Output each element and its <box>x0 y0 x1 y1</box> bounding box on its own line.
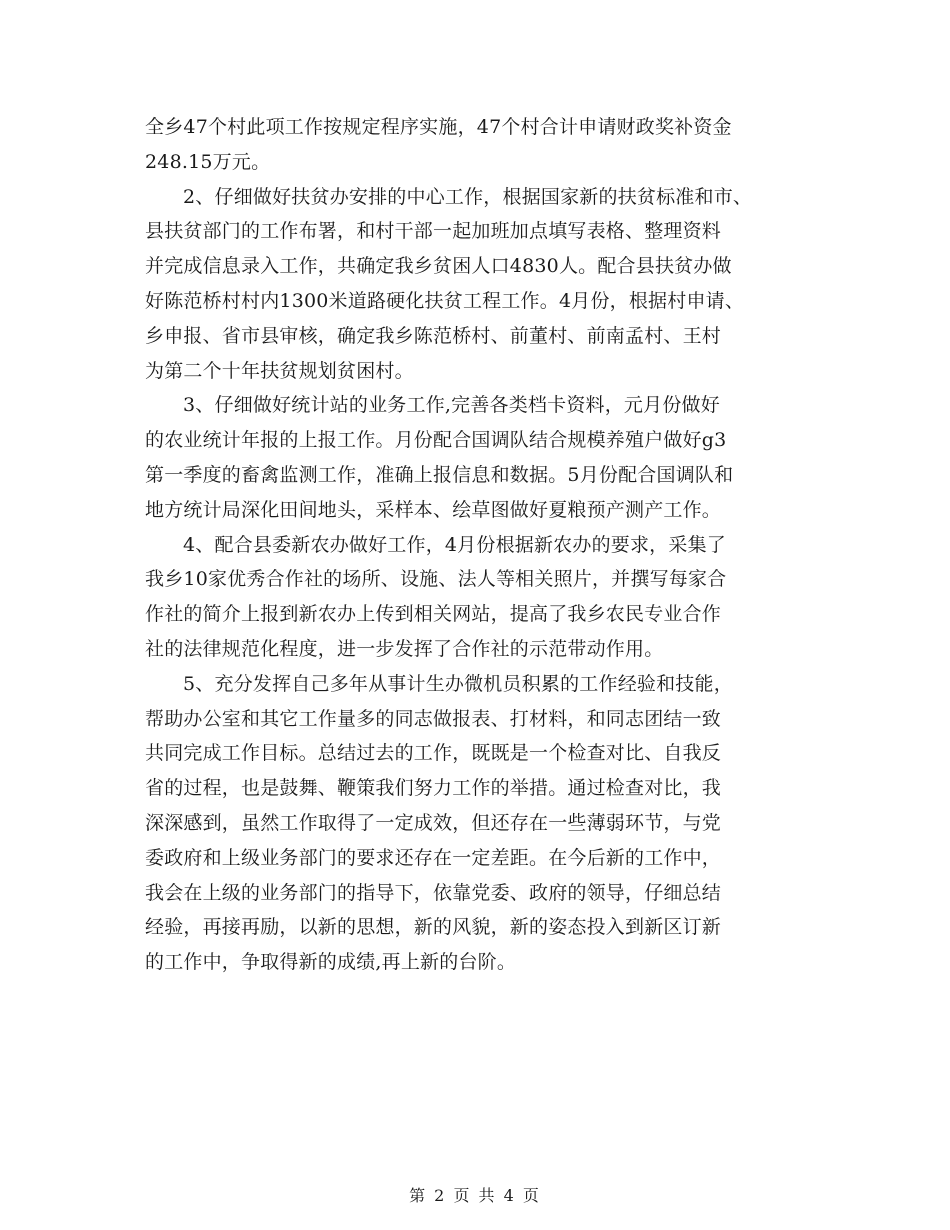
paragraph-2-first-line: 2、仔细做好扶贫办安排的中心工作，根据国家新的扶贫标准和市、 <box>183 185 753 208</box>
text-line: 帮助办公室和其它工作量多的同志做报表、打材料，和同志团结一致 <box>145 707 722 730</box>
page-number-footer: 第 2 页 共 4 页 <box>409 1186 541 1205</box>
text-line: 经验，再接再励，以新的思想，新的风貌，新的姿态投入到新区订新 <box>145 916 722 939</box>
text-line: 省的过程，也是鼓舞、鞭策我们努力工作的举措。通过检查对比，我 <box>145 777 722 800</box>
text-line: 好陈范桥村村内1300米道路硬化扶贫工程工作。4月份，根据村申请、 <box>145 289 745 312</box>
text-line: 作社的简介上报到新农办上传到相关网站，提高了我乡农民专业合作 <box>145 603 722 626</box>
text-line: 为第二个十年扶贫规划贫困村。 <box>145 359 414 382</box>
text-line: 我会在上级的业务部门的指导下，依靠党委、政府的领导，仔细总结 <box>145 881 722 904</box>
text-line: 深深感到，虽然工作取得了一定成效，但还存在一些薄弱环节，与党 <box>145 811 722 834</box>
text-line: 委政府和上级业务部门的要求还存在一定差距。在今后新的工作中， <box>145 846 722 869</box>
text-line: 并完成信息录入工作，共确定我乡贫困人口4830人。配合县扶贫办做 <box>145 255 732 278</box>
text-line: 第一季度的畜禽监测工作，准确上报信息和数据。5月份配合国调队和 <box>145 463 734 486</box>
text-line: 共同完成工作目标。总结过去的工作，既既是一个检查对比、自我反 <box>145 742 722 765</box>
text-line: 248.15万元。 <box>145 150 271 173</box>
text-line: 的农业统计年报的上报工作。月份配合国调队结合规模养殖户做好g3 <box>145 429 727 452</box>
text-line: 我乡10家优秀合作社的场所、设施、法人等相关照片，并撰写每家合 <box>145 568 727 591</box>
text-line: 地方统计局深化田间地头，采样本、绘草图做好夏粮预产测产工作。 <box>145 498 722 521</box>
paragraph-4-first-line: 4、配合县委新农办做好工作，4月份根据新农办的要求，采集了 <box>183 533 726 556</box>
body-text <box>145 110 825 980</box>
paragraph-5-first-line: 5、充分发挥自己多年从事计生办微机员积累的工作经验和技能， <box>183 672 733 695</box>
text-line: 全乡47个村此项工作按规定程序实施，47个村合计申请财政奖补资金 <box>145 116 732 138</box>
text-line: 的工作中，争取得新的成绩,再上新的台阶。 <box>145 951 517 974</box>
text-line: 乡申报、省市县审核，确定我乡陈范桥村、前董村、前南孟村、王村 <box>145 324 722 347</box>
text-line: 县扶贫部门的工作布署，和村干部一起加班加点填写表格、整理资料 <box>145 220 722 243</box>
paragraph-3-first-line: 3、仔细做好统计站的业务工作,完善各类档卡资料，元月份做好 <box>183 394 720 417</box>
text-line: 社的法律规范化程度，进一步发挥了合作社的示范带动作用。 <box>145 637 664 660</box>
